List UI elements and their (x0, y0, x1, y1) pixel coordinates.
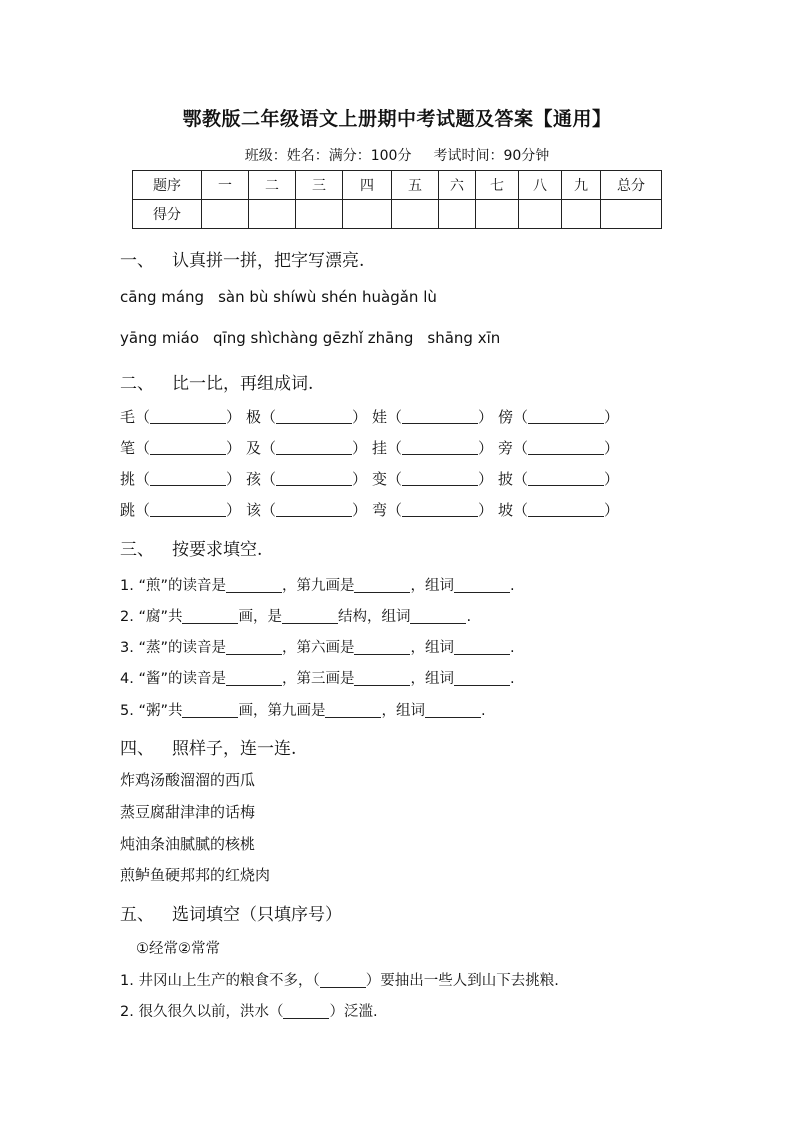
section-number: 四、 (120, 739, 154, 759)
choice-question (120, 1000, 378, 1021)
answer-blank[interactable] (425, 705, 481, 718)
question-text: 结构，组词 (337, 609, 411, 625)
match-line: 炸鸡汤酸溜溜的西瓜 (120, 771, 256, 789)
question-text: . (509, 578, 515, 594)
compare-char: 跳 (120, 501, 136, 519)
answer-blank[interactable] (182, 705, 238, 718)
answer-blank[interactable] (354, 642, 410, 655)
question-text: 1. 井冈山上生产的粮食不多，（ (120, 973, 320, 989)
compare-char: 笔 (120, 439, 136, 457)
compare-char: 挑 (120, 470, 136, 488)
compare-char: 变 (372, 470, 388, 488)
section-heading (120, 900, 342, 925)
question-text: ，第六画是 (281, 640, 355, 656)
question-text: . (509, 671, 515, 687)
answer-blank[interactable] (402, 473, 478, 486)
answer-blank[interactable] (320, 975, 366, 988)
question-text: 画，是 (238, 609, 282, 625)
answer-blank[interactable] (402, 442, 478, 455)
compare-row (120, 406, 624, 427)
answer-blank[interactable] (410, 611, 466, 624)
compare-item: 旁（ ） (498, 439, 620, 457)
answer-blank[interactable] (354, 580, 410, 593)
score-header-cell: 七 (476, 171, 519, 200)
fill-question (120, 605, 471, 626)
score-cell[interactable] (392, 200, 439, 229)
compare-item: 变（ ） (372, 470, 494, 488)
question-text: 2. 很久很久以前，洪水（ (120, 1004, 284, 1020)
match-line: 炖油条油腻腻的核桃 (120, 835, 256, 853)
answer-blank[interactable] (276, 411, 352, 424)
section-title: 照样子，连一连. (172, 739, 297, 759)
answer-blank[interactable] (182, 611, 238, 624)
compare-char: 弯 (372, 501, 388, 519)
section-heading (120, 369, 313, 394)
answer-blank[interactable] (226, 673, 282, 686)
compare-item: 该（ ） (246, 501, 368, 519)
answer-blank[interactable] (454, 673, 510, 686)
answer-blank[interactable] (276, 442, 352, 455)
choice-question (120, 969, 559, 990)
question-text: ，组词 (410, 578, 454, 594)
pinyin-word: cāng máng (120, 288, 205, 306)
compare-item: 孩（ ） (246, 470, 368, 488)
compare-item: 傍（ ） (498, 408, 620, 426)
score-table (132, 170, 662, 229)
score-row-label: 得分 (133, 200, 202, 229)
compare-char: 挂 (372, 439, 388, 457)
answer-blank[interactable] (528, 411, 604, 424)
question-text: ，第九画是 (281, 578, 355, 594)
answer-blank[interactable] (402, 504, 478, 517)
compare-item: 及（ ） (246, 439, 368, 457)
exam-info-left: 班级：姓名：满分：100分 (244, 148, 412, 164)
score-cell[interactable] (343, 200, 392, 229)
question-text: . (480, 703, 486, 719)
score-cell[interactable] (296, 200, 343, 229)
score-cell[interactable] (519, 200, 562, 229)
compare-row (120, 499, 624, 520)
score-header-cell: 八 (519, 171, 562, 200)
answer-blank[interactable] (283, 1006, 329, 1019)
question-text: 2. “腐”共 (120, 609, 183, 625)
answer-blank[interactable] (528, 504, 604, 517)
answer-blank[interactable] (276, 473, 352, 486)
compare-item: 披（ ） (498, 470, 620, 488)
score-table-score-row (133, 200, 662, 229)
pinyin-line (120, 329, 514, 347)
section-number: 五、 (120, 905, 154, 925)
score-header-cell: 一 (202, 171, 249, 200)
question-text: . (466, 609, 472, 625)
question-text: 4. “酱”的读音是 (120, 671, 226, 687)
compare-item: 挂（ ） (372, 439, 494, 457)
answer-blank[interactable] (150, 504, 226, 517)
score-cell[interactable] (439, 200, 476, 229)
section-title: 按要求填空. (172, 540, 263, 560)
match-line: 煎鲈鱼硬邦邦的红烧肉 (120, 866, 271, 884)
pinyin-word: qīng shìchàng gēzhǐ zhāng (213, 329, 414, 347)
score-header-cell: 题序 (133, 171, 202, 200)
fill-question (120, 636, 515, 657)
section-title: 选词填空（只填序号） (172, 905, 342, 925)
score-header-cell: 二 (249, 171, 296, 200)
section-title: 认真拼一拼，把字写漂亮. (172, 251, 365, 271)
score-header-cell: 九 (562, 171, 601, 200)
compare-item: 跳（ ） (120, 501, 242, 519)
question-text: 1. “煎”的读音是 (120, 578, 226, 594)
score-header-cell: 五 (392, 171, 439, 200)
answer-blank[interactable] (226, 642, 282, 655)
compare-item: 极（ ） (246, 408, 368, 426)
choice-options: ①经常②常常 (136, 941, 220, 957)
question-text: . (509, 640, 515, 656)
answer-blank[interactable] (150, 473, 226, 486)
section-number: 一、 (120, 251, 154, 271)
compare-char: 该 (246, 501, 262, 519)
score-header-cell: 总分 (601, 171, 662, 200)
compare-item: 弯（ ） (372, 501, 494, 519)
section-heading (120, 246, 364, 271)
compare-item: 坡（ ） (498, 501, 620, 519)
question-text: ）泛滥. (329, 1004, 378, 1020)
score-cell[interactable] (601, 200, 662, 229)
compare-char: 孩 (246, 470, 262, 488)
compare-char: 娃 (372, 408, 388, 426)
score-table-header-row (133, 171, 662, 200)
section-number: 二、 (120, 374, 154, 394)
section-heading (120, 734, 296, 759)
question-text: ，组词 (410, 640, 454, 656)
question-text: 5. “粥”共 (120, 703, 183, 719)
section-number: 三、 (120, 540, 154, 560)
pinyin-line (120, 288, 451, 306)
question-text: ，第三画是 (281, 671, 355, 687)
answer-blank[interactable] (276, 504, 352, 517)
exam-info (0, 145, 794, 165)
score-header-cell: 六 (439, 171, 476, 200)
question-text: ，组词 (410, 671, 454, 687)
section-title: 比一比，再组成词. (172, 374, 314, 394)
page-title: 鄂教版二年级语文上册期中考试题及答案【通用】 (182, 108, 612, 130)
answer-blank[interactable] (454, 642, 510, 655)
answer-blank[interactable] (354, 673, 410, 686)
pinyin-word: sàn bù shíwù shén huàgǎn lù (218, 288, 437, 306)
compare-item: 挑（ ） (120, 470, 242, 488)
answer-blank[interactable] (150, 442, 226, 455)
section-heading (120, 535, 262, 560)
question-text: ，组词 (381, 703, 425, 719)
answer-blank[interactable] (528, 473, 604, 486)
exam-info-right: 考试时间：90分钟 (433, 148, 550, 164)
score-header-cell: 三 (296, 171, 343, 200)
pinyin-word: yāng miáo (120, 329, 200, 347)
match-line: 蒸豆腐甜津津的话梅 (120, 803, 256, 821)
question-text: ）要抽出一些人到山下去挑粮. (365, 973, 559, 989)
answer-blank[interactable] (226, 580, 282, 593)
compare-row (120, 437, 624, 458)
compare-item: 笔（ ） (120, 439, 242, 457)
compare-char: 极 (246, 408, 262, 426)
answer-blank[interactable] (325, 705, 381, 718)
compare-item: 娃（ ） (372, 408, 494, 426)
compare-char: 披 (498, 470, 514, 488)
answer-blank[interactable] (528, 442, 604, 455)
compare-char: 旁 (498, 439, 514, 457)
fill-question (120, 667, 515, 688)
score-cell[interactable] (562, 200, 601, 229)
compare-char: 傍 (498, 408, 514, 426)
answer-blank[interactable] (282, 611, 338, 624)
fill-question (120, 699, 486, 720)
answer-blank[interactable] (150, 411, 226, 424)
question-text: 画，第九画是 (238, 703, 326, 719)
fill-question (120, 574, 515, 595)
compare-item: 毛（ ） (120, 408, 242, 426)
score-cell[interactable] (476, 200, 519, 229)
score-cell[interactable] (202, 200, 249, 229)
answer-blank[interactable] (402, 411, 478, 424)
score-header-cell: 四 (343, 171, 392, 200)
compare-char: 及 (246, 439, 262, 457)
compare-char: 毛 (120, 408, 136, 426)
question-text: 3. “蒸”的读音是 (120, 640, 226, 656)
answer-blank[interactable] (454, 580, 510, 593)
compare-row (120, 468, 624, 489)
score-cell[interactable] (249, 200, 296, 229)
compare-char: 坡 (498, 501, 514, 519)
pinyin-word: shāng xīn (427, 329, 501, 347)
